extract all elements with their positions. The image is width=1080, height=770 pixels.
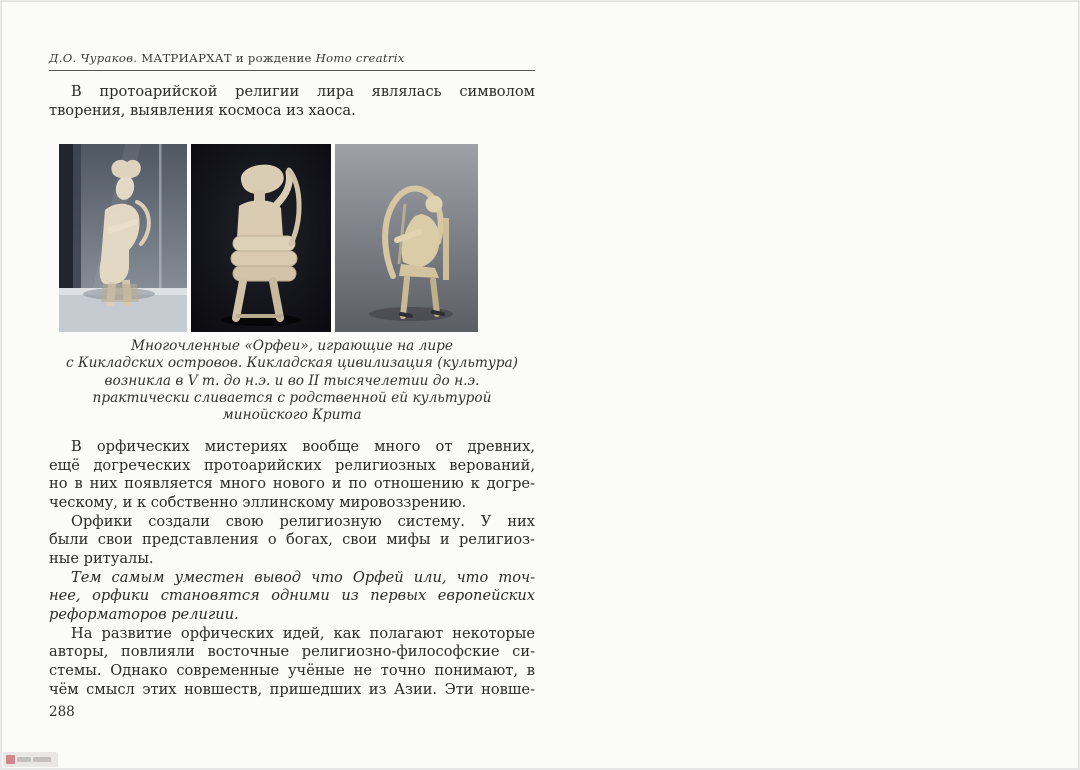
watermark-red-icon bbox=[6, 755, 15, 764]
cycladic-figurines-photo-strip bbox=[59, 144, 478, 332]
right-page[interactable] bbox=[541, 1, 1080, 769]
left-body-text: В орфических мистериях вообще много от древних, ещё догреческих протоарийских религиозных верований, но в них появляется много нового и по отношению к догре- ческому, и к собственно эллинскому мировоззрению. Орфики создали свою религиозную систему. У них были свои представления о богах, свои мифы и религиоз- ные ритуалы. Тем самым уместен вывод что Орфей или, что точ- нее, орфики становятся одними из первых европейских реформаторов религии. На развитие орфических идей, как полагают некоторые авторы, повлияли восточные религиозно-философские си- стемы. Однако современные учёные не точно понимают, в чём смысл этих новшеств, пришедших из Азии. Эти новше- bbox=[49, 438, 535, 698]
left-image-caption: Многочленные «Орфеи», играющие на лире с Кикладских островов. Кикладская цивилизация (культура) возникла в V т. до н.э. и во II тысячелетии до н.э. практически сливается с родственной ей культурой минойского Крита bbox=[65, 338, 519, 424]
left-page-number: 288 bbox=[49, 704, 75, 720]
left-running-head: Д.О. Чураков. МАТРИАРХАТ и рождение Homo creatrix bbox=[49, 51, 535, 71]
cycladic-harpist-dark-photo bbox=[191, 144, 331, 332]
cycladic-harpist-grey-photo bbox=[335, 144, 478, 332]
watermark-badge bbox=[3, 752, 58, 767]
left-page[interactable] bbox=[1, 1, 540, 769]
cycladic-harpist-museum-case-photo bbox=[59, 144, 187, 332]
left-intro-paragraph: В протоарийской религии лира являлась символом творения, выявления космоса из хаоса. bbox=[49, 83, 535, 119]
book-spread bbox=[1, 1, 1079, 769]
